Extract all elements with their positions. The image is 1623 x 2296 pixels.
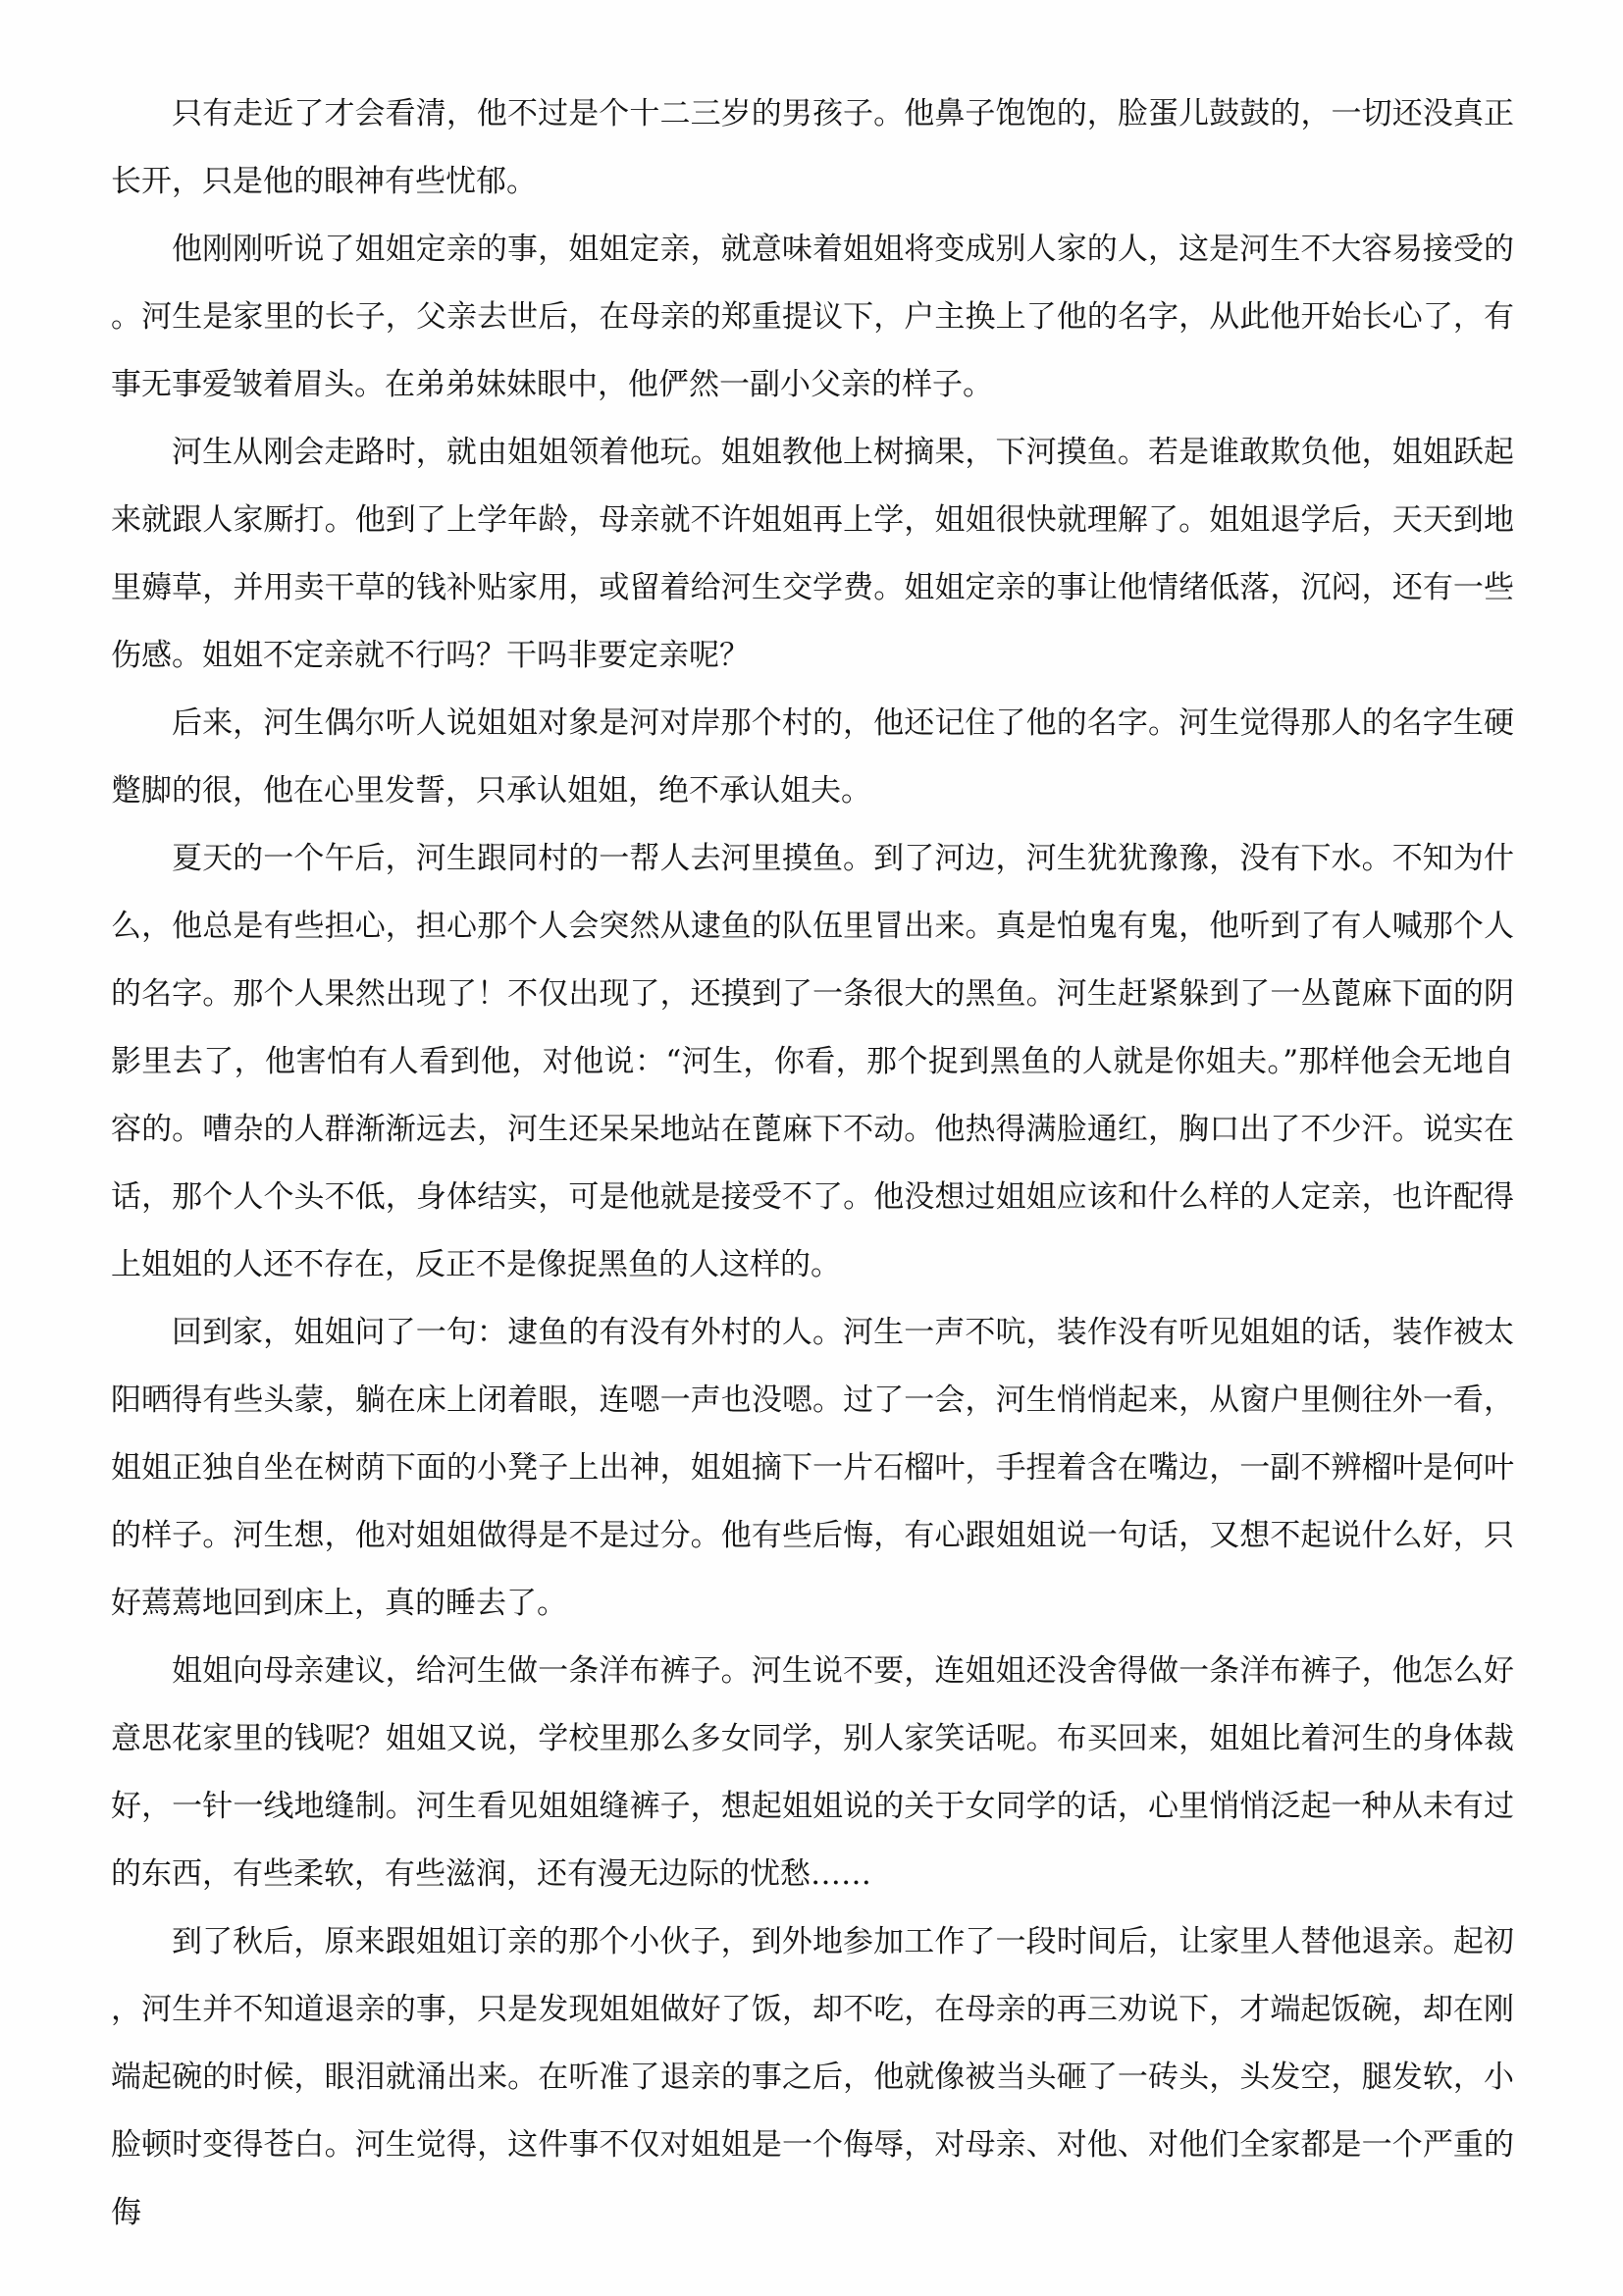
paragraph: 他刚刚听说了姐姐定亲的事，姐姐定亲，就意味着姐姐将变成别人家的人，这是河生不大容易接受的。河生是家里的长子，父亲去世后，在母亲的郑重提议下，户主换上了他的名字，从此他开始长心了，有事无事爱皱着眉头。在弟弟妹妹眼中，他俨然一副小父亲的样子。 (111, 232, 1514, 402)
paragraph: 河生从刚会走路时，就由姐姐领着他玩。姐姐教他上树摘果，下河摸鱼。若是谁敢欺负他，姐姐跃起来就跟人家厮打。他到了上学年龄，母亲就不许姐姐再上学，姐姐很快就理解了。姐姐退学后，天天到地里薅草，并用卖干草的钱补贴家用，或留着给河生交学费。姐姐定亲的事让他情绪低落，沉闷，还有一些伤感。姐姐不定亲就不行吗？干吗非要定亲呢？ (111, 435, 1514, 673)
paragraph: 姐姐向母亲建议，给河生做一条洋布裤子。河生说不要，连姐姐还没舍得做一条洋布裤子，他怎么好意思花家里的钱呢？姐姐又说，学校里那么多女同学，别人家笑话呢。布买回来，姐姐比着河生的身体裁好，一针一线地缝制。河生看见姐姐缝裤子，想起姐姐说的关于女同学的话，心里悄悄泛起一种从未有过的东西，有些柔软，有些滋润，还有漫无边际的忧愁…… (111, 1653, 1514, 1892)
paragraph: 到了秋后，原来跟姐姐订亲的那个小伙子，到外地参加工作了一段时间后，让家里人替他退亲。起初，河生并不知道退亲的事，只是发现姐姐做好了饭，却不吃，在母亲的再三劝说下，才端起饭碗，却在刚端起碗的时候，眼泪就涌出来。在听准了退亲的事之后，他就像被当头砸了一砖头，头发空，腿发软，小脸顿时变得苍白。河生觉得，这件事不仅对姐姐是一个侮辱，对母亲、对他、对他们全家都是一个严重的侮 (111, 1924, 1514, 2230)
paragraph: 夏天的一个午后，河生跟同村的一帮人去河里摸鱼。到了河边，河生犹犹豫豫，没有下水。不知为什么，他总是有些担心，担心那个人会突然从逮鱼的队伍里冒出来。真是怕鬼有鬼，他听到了有人喊那个人的名字。那个人果然出现了！不仅出现了，还摸到了一条很大的黑鱼。河生赶紧躲到了一丛蓖麻下面的阴影里去了，他害怕有人看到他，对他说：“河生，你看，那个捉到黑鱼的人就是你姐夫。”那样他会无地自容的。嘈杂的人群渐渐远去，河生还呆呆地站在蓖麻下不动。他热得满脸通红，胸口出了不少汗。说实在话，那个人个头不低，身体结实，可是他就是接受不了。他没想过姐姐应该和什么样的人定亲，也许配得上姐姐的人还不存在，反正不是像捉黑鱼的人这样的。 (111, 841, 1514, 1282)
paragraph: 后来，河生偶尔听人说姐姐对象是河对岸那个村的，他还记住了他的名字。河生觉得那人的名字生硬蹩脚的很，他在心里发誓，只承认姐姐，绝不承认姐夫。 (111, 705, 1514, 809)
paragraph: 回到家，姐姐问了一句：逮鱼的有没有外村的人。河生一声不吭，装作没有听见姐姐的话，装作被太阳晒得有些头蒙，躺在床上闭着眼，连嗯一声也没嗯。过了一会，河生悄悄起来，从窗户里侧往外一看，姐姐正独自坐在树荫下面的小凳子上出神，姐姐摘下一片石榴叶，手捏着含在嘴边，一副不辨榴叶是何叶的样子。河生想，他对姐姐做得是不是过分。他有些后悔，有心跟姐姐说一句话，又想不起说什么好，只好蔫蔫地回到床上，真的睡去了。 (111, 1315, 1514, 1621)
passage-text-block (111, 80, 1514, 2247)
paragraph: 只有走近了才会看清，他不过是个十二三岁的男孩子。他鼻子饱饱的，脸蛋儿鼓鼓的，一切还没真正长开，只是他的眼神有些忧郁。 (111, 96, 1514, 199)
